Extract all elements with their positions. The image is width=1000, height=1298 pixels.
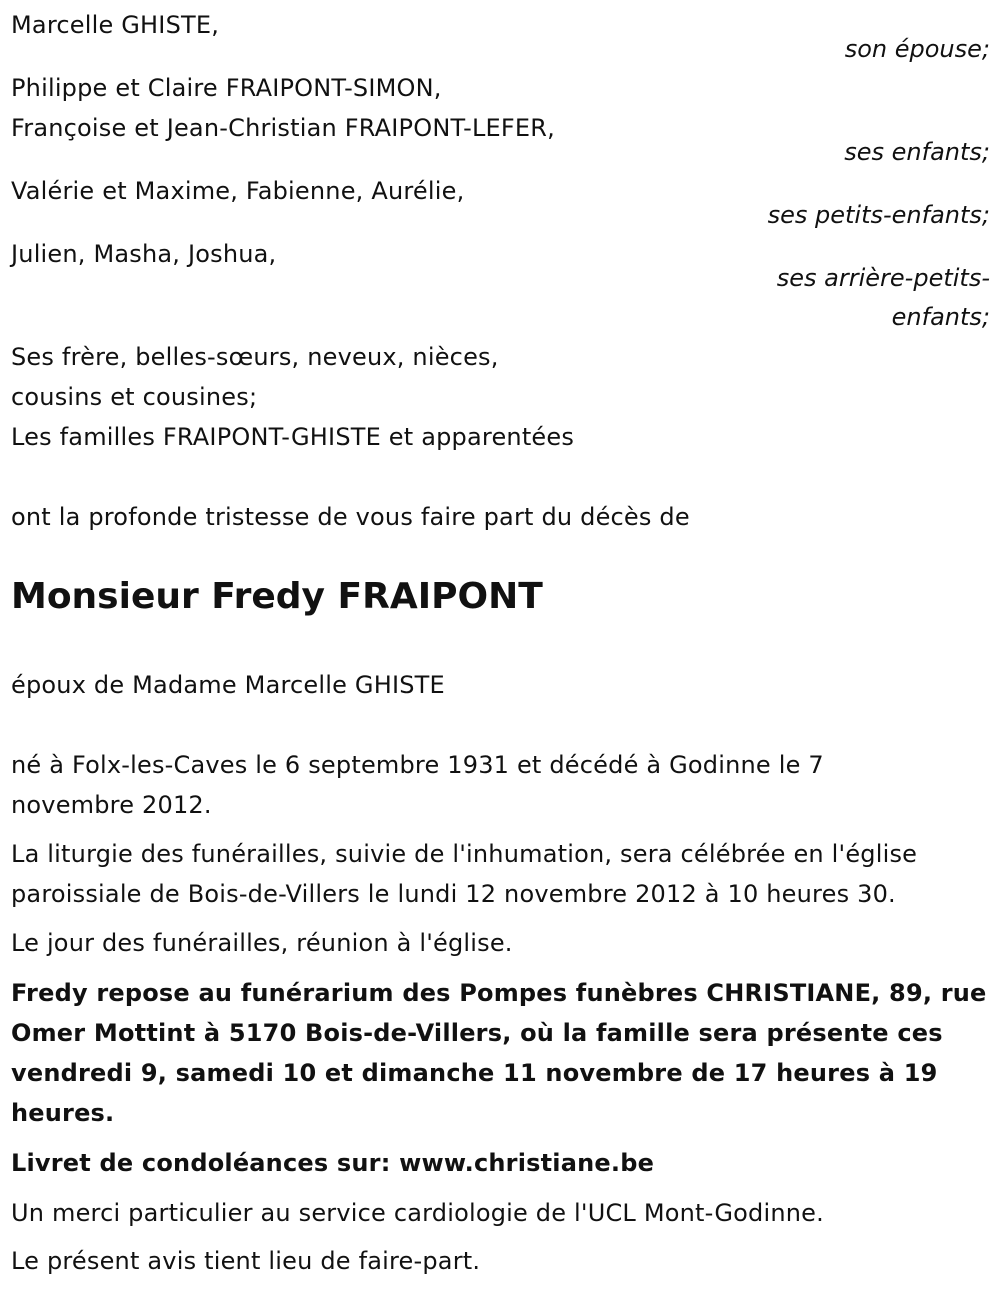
- children-relation: ses enfants;: [844, 138, 990, 166]
- thanks-text: Un merci particulier au service cardiologie de l'UCL Mont-Godinne.: [11, 1199, 824, 1227]
- funerarium-line-2: Omer Mottint à 5170 Bois-de-Villers, où la famille sera présente ces: [11, 1019, 943, 1047]
- great-grandchildren-names: Julien, Masha, Joshua,: [11, 240, 277, 268]
- grandchildren-names: Valérie et Maxime, Fabienne, Aurélie,: [11, 177, 465, 205]
- extended-family-line-2: cousins et cousines;: [11, 383, 258, 411]
- children-name-2: Françoise et Jean-Christian FRAIPONT-LEFER,: [11, 114, 555, 142]
- grandchildren-relation: ses petits-enfants;: [767, 201, 990, 229]
- great-grandchildren-relation-line-1: ses arrière-petits-: [776, 264, 990, 292]
- funerarium-line-1: Fredy repose au funérarium des Pompes funèbres CHRISTIANE, 89, rue: [11, 979, 987, 1007]
- liturgy-line-1: La liturgie des funérailles, suivie de l'inhumation, sera célébrée en l'église: [11, 840, 918, 868]
- birth-death-line-1: né à Folx-les-Caves le 6 septembre 1931 et décédé à Godinne le 7: [11, 751, 824, 779]
- extended-family-line-3: Les familles FRAIPONT-GHISTE et apparentées: [11, 423, 575, 451]
- spouse-name: Marcelle GHISTE,: [11, 11, 220, 39]
- deceased-name-heading: Monsieur Fredy FRAIPONT: [11, 576, 543, 617]
- birth-death-line-2: novembre 2012.: [11, 791, 212, 819]
- funerarium-line-4: heures.: [11, 1099, 115, 1127]
- spouse-relation: son épouse;: [844, 35, 990, 63]
- condolences-text: Livret de condoléances sur: www.christiane.be: [11, 1149, 655, 1177]
- great-grandchildren-relation-line-2: enfants;: [891, 303, 990, 331]
- liturgy-line-2: paroissiale de Bois-de-Villers le lundi 12 novembre 2012 à 10 heures 30.: [11, 880, 896, 908]
- funerarium-line-3: vendredi 9, samedi 10 et dimanche 11 novembre de 17 heures à 19: [11, 1059, 938, 1087]
- children-name-1: Philippe et Claire FRAIPONT-SIMON,: [11, 74, 442, 102]
- spouse-of-text: époux de Madame Marcelle GHISTE: [11, 671, 445, 699]
- announcement-text: ont la profonde tristesse de vous faire part du décès de: [11, 503, 690, 531]
- notice-text: Le présent avis tient lieu de faire-part.: [11, 1247, 481, 1275]
- extended-family-line-1: Ses frère, belles-sœurs, neveux, nièces,: [11, 343, 499, 371]
- reunion-text: Le jour des funérailles, réunion à l'église.: [11, 929, 513, 957]
